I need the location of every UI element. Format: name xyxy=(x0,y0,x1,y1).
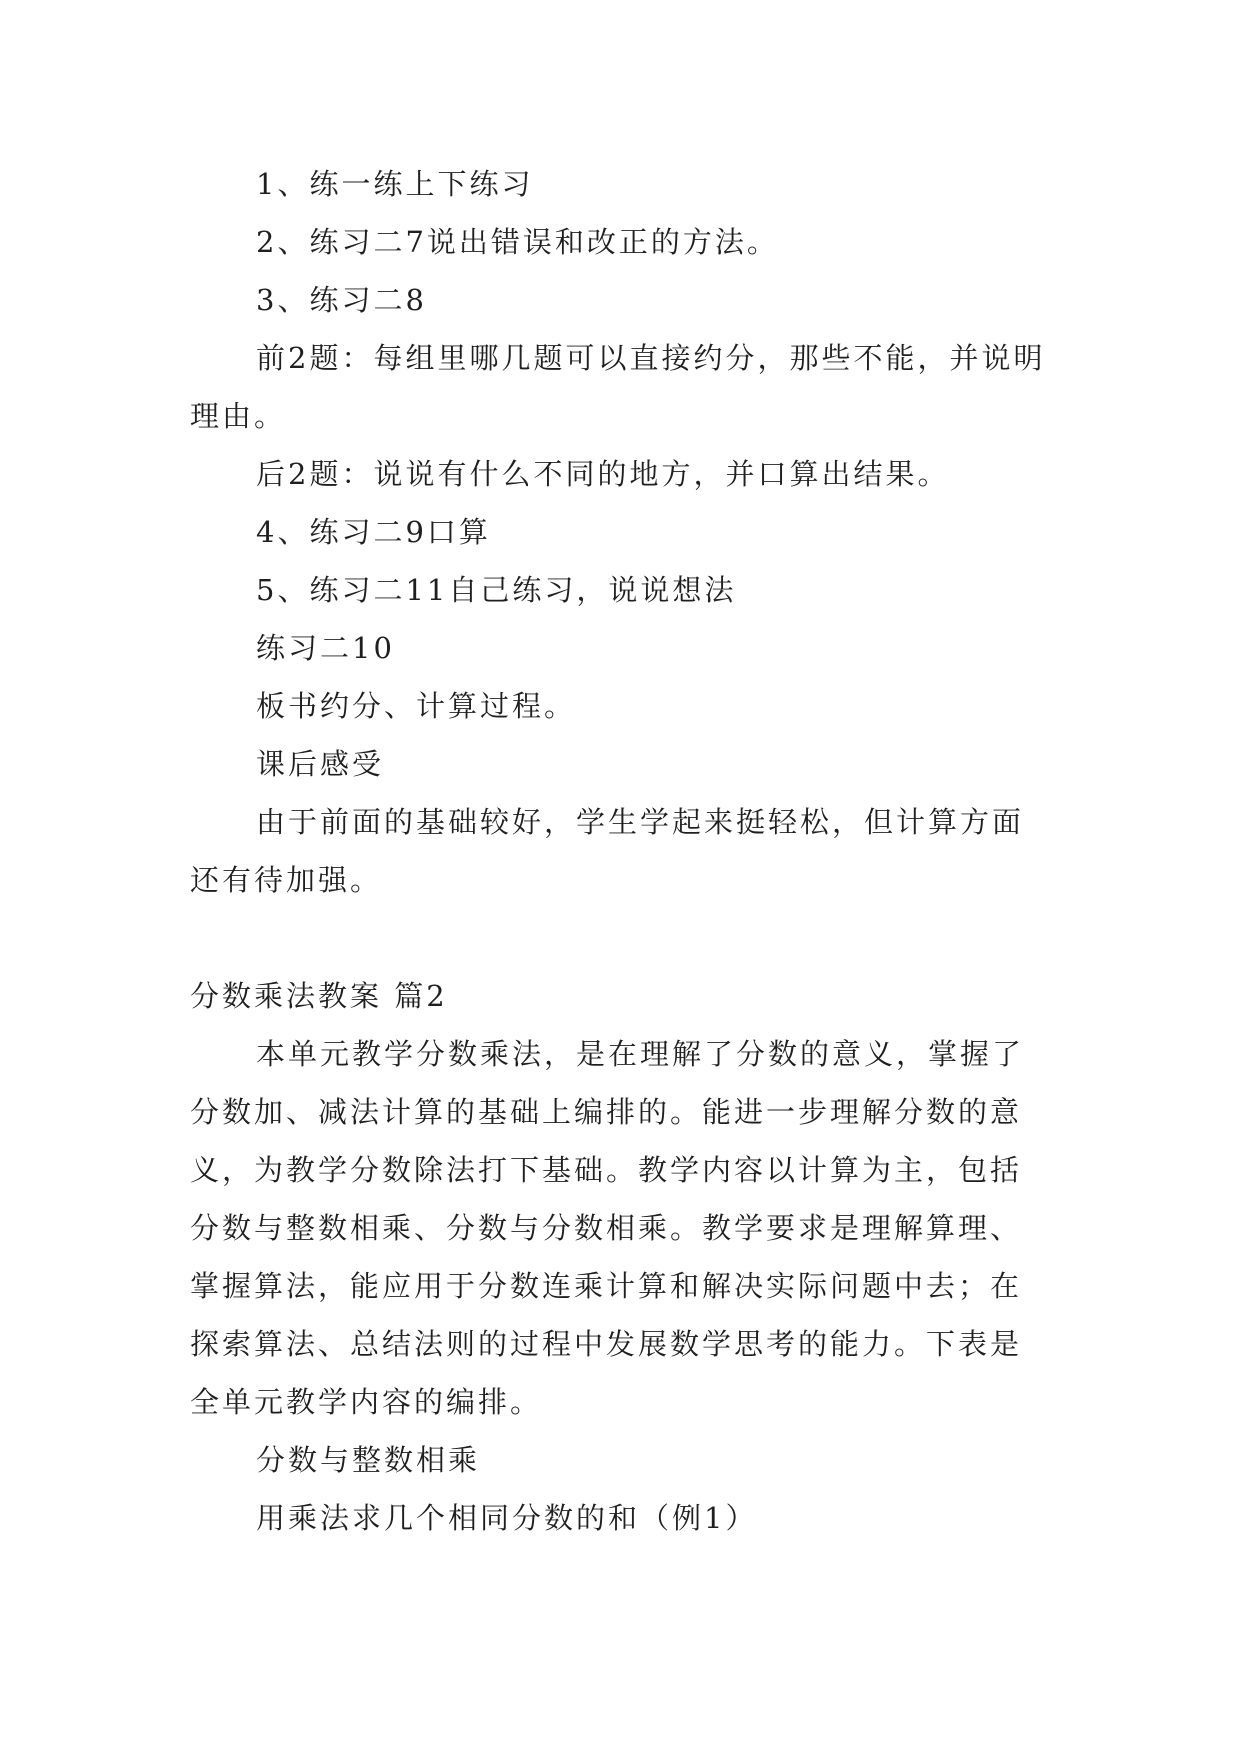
exercise-item-1: 1、练一练上下练习 xyxy=(256,167,534,201)
reflection-text: 由于前面的基础较好，学生学起来挺轻松，但计算方面还有待加强。 xyxy=(190,805,1025,897)
exercise-item-3-note-back: 后2题：说说有什么不同的地方，并口算出结果。 xyxy=(256,457,950,491)
section-title: 分数乘法教案 篇2 xyxy=(190,979,448,1013)
document-body xyxy=(190,155,1050,1547)
example-line: 用乘法求几个相同分数的和（例1） xyxy=(256,1501,758,1535)
section-gap xyxy=(190,909,1050,967)
exercise-item-3: 3、练习二8 xyxy=(256,283,427,317)
section-intro: 本单元教学分数乘法，是在理解了分数的意义，掌握了分数加、减法计算的基础上编排的。能进一步理解分数的意义，为教学分数除法打下基础。教学内容以计算为主，包括分数与整数相乘、分数与分数相乘。教学要求是理解算理、掌握算法，能应用于分数连乘计算和解决实际问题中去；在探索算法、总结法则的过程中发展数学思考的能力。下表是全单元教学内容的编排。 xyxy=(190,1037,1025,1419)
exercise-10: 练习二10 xyxy=(256,631,395,665)
sub-heading: 分数与整数相乘 xyxy=(256,1443,481,1477)
exercise-item-2: 2、练习二7说出错误和改正的方法。 xyxy=(256,225,779,259)
reflection-heading: 课后感受 xyxy=(256,747,385,781)
exercise-item-5: 5、练习二11自己练习，说说想法 xyxy=(256,573,737,607)
exercise-item-4: 4、练习二9口算 xyxy=(256,515,491,549)
exercise-item-3-note-front: 前2题：每组里哪几题可以直接约分，那些不能，并说明理由。 xyxy=(190,341,1046,433)
board-writing: 板书约分、计算过程。 xyxy=(256,689,577,723)
